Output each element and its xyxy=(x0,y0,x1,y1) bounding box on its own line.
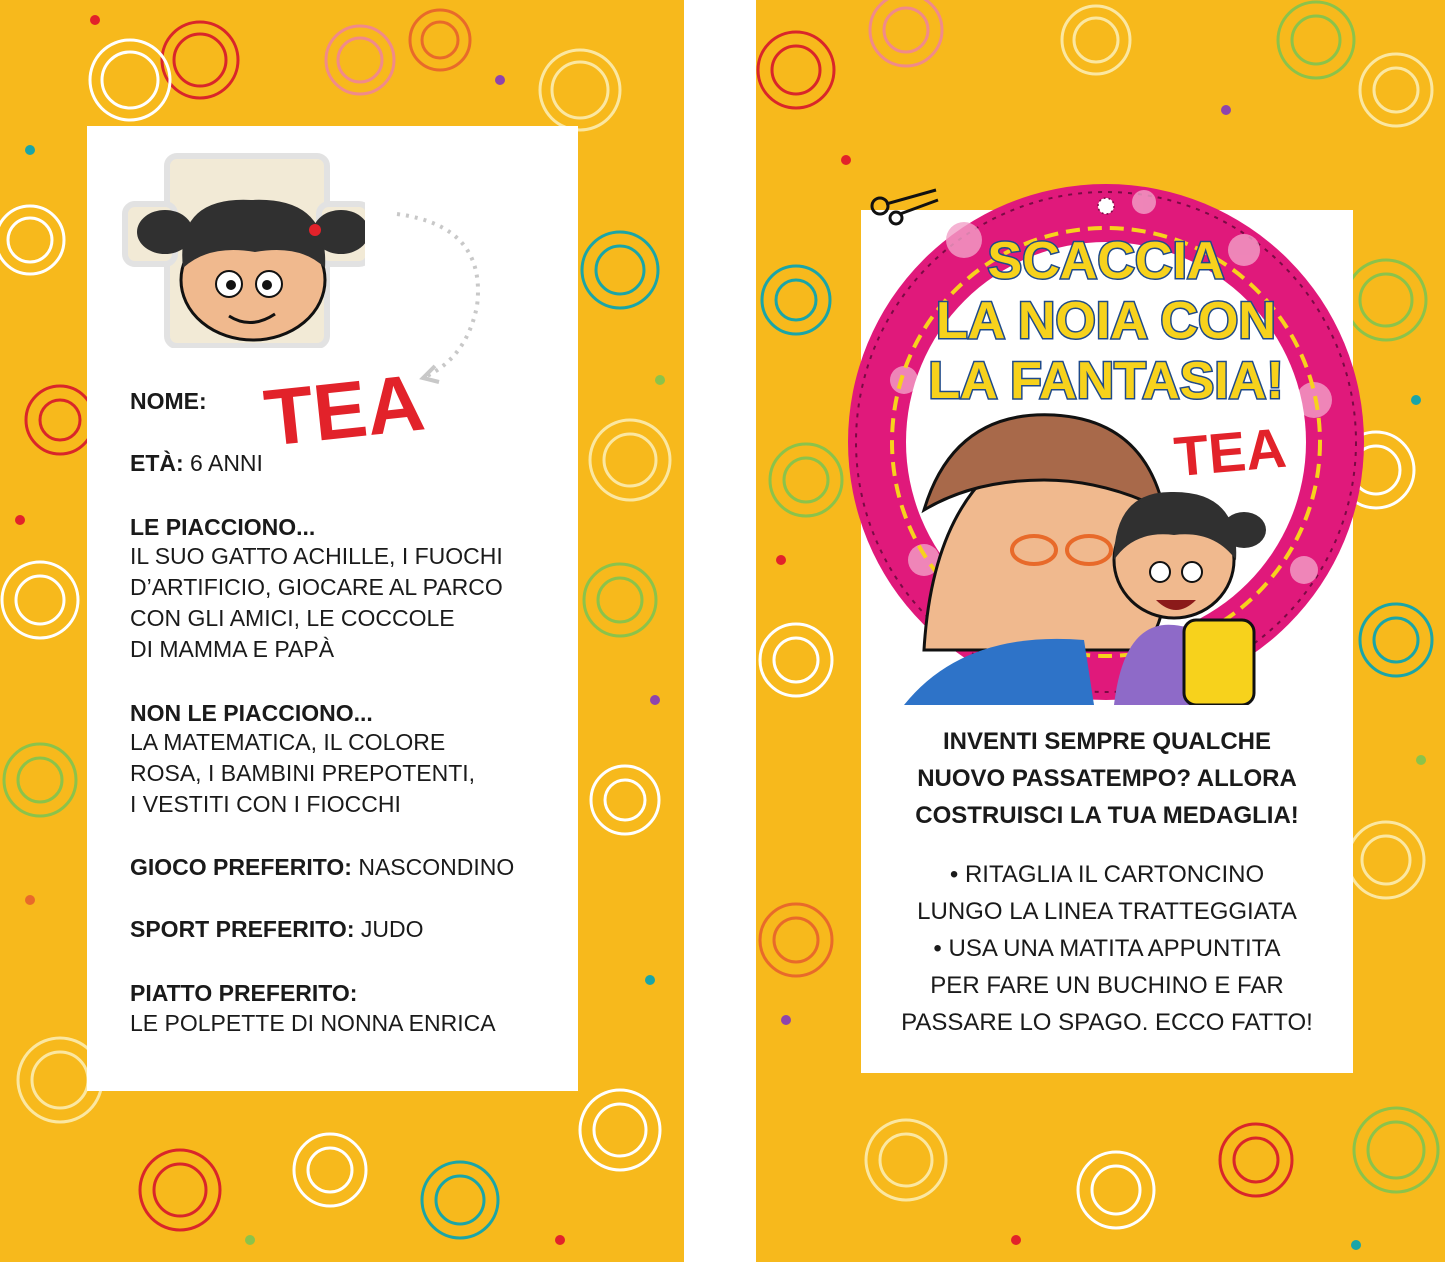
eta-value: 6 ANNI xyxy=(183,450,263,476)
likes-label: LE PIACCIONO... xyxy=(130,514,316,540)
dislikes-label: NON LE PIACCIONO... xyxy=(130,700,373,726)
nome-row xyxy=(130,386,207,417)
gioco-label: GIOCO PREFERITO: xyxy=(130,854,352,880)
tea-logo xyxy=(261,356,431,456)
medal-tea-logo: TEA xyxy=(1171,415,1289,489)
medal-cutout[interactable] xyxy=(844,180,1369,705)
tea-logo-text: TEA xyxy=(261,357,429,456)
medal-title-line-2: LA NOIA CON xyxy=(936,292,1276,350)
piatto-value: LE POLPETTE DI NONNA ENRICA xyxy=(130,1010,496,1036)
dislikes-text: LA MATEMATICA, IL COLORE ROSA, I BAMBINI PREPOTENTI, I VESTITI CON I FIOCCHI xyxy=(130,729,476,817)
girl-face-icon xyxy=(105,148,365,348)
steps-text: • RITAGLIA IL CARTONCINO LUNGO LA LINEA TRATTEGGIATA • USA UNA MATITA APPUNTITA PER FARE UN BUCHINO E FAR PASSARE LO SPAGO. ECCO FATTO! xyxy=(901,861,1313,1036)
medal-title-line-1: SCACCIA xyxy=(987,232,1225,290)
medal-title-line-3: LA FANTASIA! xyxy=(928,352,1284,410)
gioco-value: NASCONDINO xyxy=(351,854,515,880)
eta-label: ETÀ: xyxy=(130,450,184,476)
nome-label: NOME: xyxy=(130,388,207,414)
sport-label: SPORT PREFERITO: xyxy=(130,916,355,942)
sport-row xyxy=(130,914,424,945)
right-page xyxy=(756,0,1445,1262)
piatto-label: PIATTO PREFERITO: xyxy=(130,980,358,1006)
eta-row xyxy=(130,448,263,479)
intro-text: INVENTI SEMPRE QUALCHE NUOVO PASSATEMPO? ALLORA COSTRUISCI LA TUA MEDAGLIA! xyxy=(915,728,1299,829)
left-page xyxy=(0,0,684,1262)
sport-value: JUDO xyxy=(354,916,424,942)
profile-card xyxy=(87,126,578,1091)
scissors-icon xyxy=(866,186,946,226)
likes-text: IL SUO GATTO ACHILLE, I FUOCHI D’ARTIFICIO, GIOCARE AL PARCO CON GLI AMICI, LE COCCOLE DI MAMMA E PAPÀ xyxy=(130,543,503,662)
gioco-row xyxy=(130,852,514,883)
